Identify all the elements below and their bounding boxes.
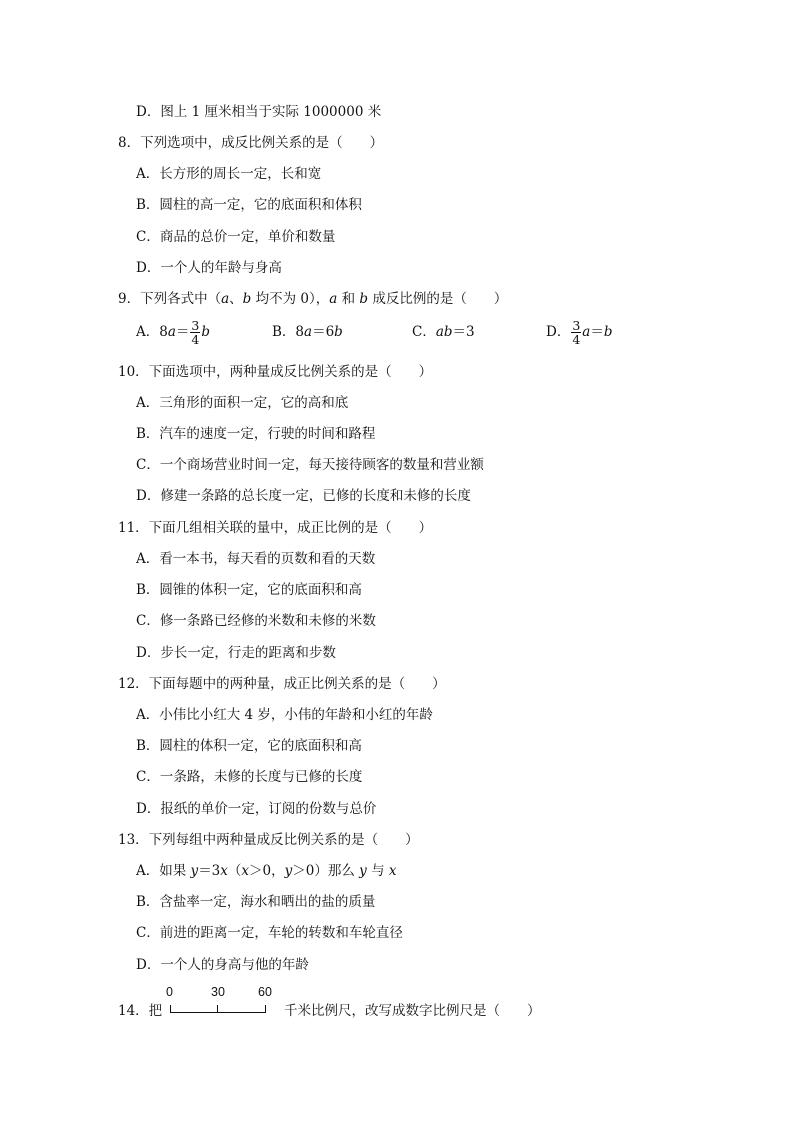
q9-option-d-prefix: D．: [546, 324, 571, 340]
q8-option-b: B．圆柱的高一定，它的底面积和体积: [136, 197, 362, 213]
q13-option-a-prefix: A．如果: [136, 863, 191, 879]
q13-option-a-and: 与: [366, 863, 389, 879]
q10-option-b: B．汽车的速度一定，行驶的时间和路程: [136, 426, 376, 442]
q11-option-a: A．看一本书，每天看的页数和看的天数: [136, 551, 376, 567]
q9-option-d: [546, 318, 613, 346]
q9-option-a: [136, 318, 210, 346]
scale-label-60: 60: [258, 985, 272, 999]
q8-option-c: C．商品的总价一定，单价和数量: [136, 229, 336, 245]
q13-option-a-var-x-2: x: [241, 863, 250, 879]
q9-option-b-var-a: a: [304, 324, 313, 340]
q9-option-a-numerator: 3: [191, 318, 200, 333]
q9-stem-mid2: 和: [337, 291, 360, 307]
q13-option-a-cond-mid: ＞0，: [249, 863, 285, 879]
q9-option-d-var-b: b: [603, 324, 613, 340]
q11-option-c: C．修一条路已经修的米数和未修的米数: [136, 613, 376, 629]
q9-option-c-prefix: C．: [412, 324, 436, 340]
q9-option-d-numerator: 3: [572, 318, 581, 333]
q9-stem-prefix: 9．下列各式中（: [118, 291, 222, 307]
q8-stem: 8．下列选项中，成反比例关系的是（ ）: [118, 135, 384, 151]
q13-option-c: C．前进的距离一定，车轮的转数和车轮直径: [136, 925, 403, 941]
q10-option-a: A．三角形的面积一定，它的高和底: [136, 395, 349, 411]
q12-option-d: D．报纸的单价一定，订阅的份数与总价: [136, 801, 377, 817]
q9-option-b-prefix: B．8: [272, 324, 305, 340]
q10-option-c: C．一个商场营业时间一定，每天接待顾客的数量和营业额: [136, 457, 484, 473]
q9-separator: 、: [229, 291, 243, 307]
q11-stem: 11．下面几组相关联的量中，成正比例的是（ ）: [118, 520, 433, 536]
q9-var-b-2: b: [359, 291, 369, 307]
q12-option-c: C．一条路，未修的长度与已修的长度: [136, 769, 363, 785]
q10-option-d: D．修建一条路的总长度一定，已修的长度和未修的长度: [136, 488, 471, 504]
q9-var-a-2: a: [329, 291, 338, 307]
q9-option-a-var-b: b: [201, 324, 211, 340]
q13-option-a-var-x: x: [220, 863, 228, 879]
q13-option-b: B．含盐率一定，海水和晒出的盐的质量: [136, 894, 376, 910]
scale-bar-outline: [170, 1005, 266, 1013]
q13-option-a-eq: ＝3: [198, 863, 221, 879]
q10-stem: 10．下面选项中，两种量成反比例关系的是（ ）: [118, 364, 433, 380]
q13-stem: 13．下列每组中两种量成反比例关系的是（ ）: [118, 832, 419, 848]
q8-option-d: D．一个人的年龄与身高: [136, 260, 282, 276]
q12-stem: 12．下面每题中的两种量，成正比例关系的是（ ）: [118, 676, 446, 692]
q13-option-d: D．一个人的身高与他的年龄: [136, 957, 309, 973]
q11-option-d: D．步长一定，行走的距离和步数: [136, 645, 336, 661]
q9-stem-mid: 均不为 0），: [251, 291, 330, 307]
q12-option-b: B．圆柱的体积一定，它的底面积和高: [136, 738, 362, 754]
q11-option-b: B．圆锥的体积一定，它的底面积和高: [136, 582, 362, 598]
q14-stem-prefix: 14．把: [118, 1003, 163, 1019]
q13-option-a-var-x-3: x: [388, 863, 397, 879]
q9-var-b: b: [242, 291, 252, 307]
scale-label-30: 30: [211, 985, 225, 999]
q12-option-a: A．小伟比小红大 4 岁，小伟的年龄和小红的年龄: [136, 707, 433, 723]
q13-option-a-cond-open: （: [227, 863, 242, 879]
q13-option-a-var-y: y: [190, 863, 199, 879]
line-scale-bar: [166, 985, 276, 1015]
q9-option-d-eq: ＝: [590, 324, 604, 340]
q14-stem-suffix: 千米比例尺，改写成数字比例尺是（ ）: [284, 1003, 541, 1019]
q8-option-a: A．长方形的周长一定，长和宽: [136, 166, 322, 182]
q13-option-a-var-y-3: y: [359, 863, 367, 879]
scale-bar-mid-tick: [217, 1005, 218, 1013]
q9-option-a-denominator: 4: [191, 332, 200, 347]
q9-stem: [118, 290, 507, 308]
q9-option-b: [272, 323, 343, 341]
q13-option-a-var-y-2: y: [284, 863, 293, 879]
q9-option-c-expr: ab: [435, 324, 453, 340]
q9-option-a-var-a: a: [167, 324, 176, 340]
scale-label-0: 0: [166, 985, 173, 999]
q9-option-a-fraction: [190, 319, 200, 346]
q9-option-c: [412, 323, 475, 341]
q9-option-a-eq: ＝: [175, 324, 190, 340]
q9-var-a: a: [221, 291, 230, 307]
q13-option-a-cond-close: ＞0）那么: [292, 863, 360, 879]
q9-option-a-prefix: A．8: [136, 324, 168, 340]
q9-option-d-var-a: a: [582, 324, 591, 340]
q9-option-b-eq: ＝6: [312, 324, 335, 340]
q9-option-d-denominator: 4: [572, 332, 581, 347]
q9-option-d-fraction: [571, 319, 581, 346]
q13-option-a: [136, 862, 397, 880]
q7-option-d: D．图上 1 厘米相当于实际 1000000 米: [136, 104, 382, 120]
q9-stem-suffix: 成反比例的是（ ）: [368, 291, 508, 307]
q9-option-b-var-b: b: [334, 324, 343, 340]
q9-option-c-eq: ＝3: [452, 324, 475, 340]
